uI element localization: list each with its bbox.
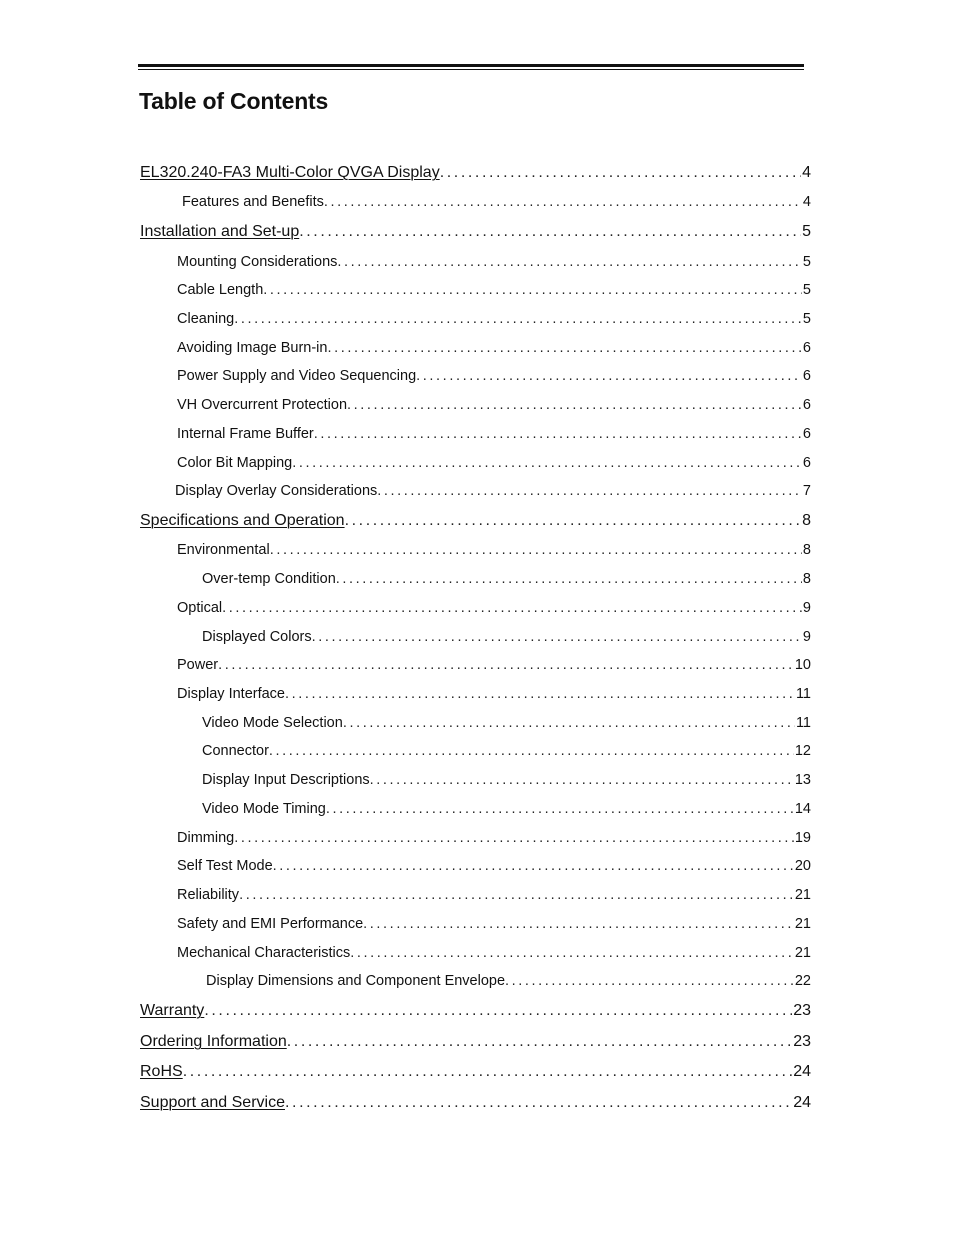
- toc-page-number: 4: [802, 194, 811, 210]
- dot-leader: [285, 1094, 792, 1112]
- dot-leader: [273, 858, 794, 874]
- toc-entry-label: Safety and EMI Performance: [177, 916, 364, 932]
- dot-leader: [183, 1063, 793, 1081]
- dot-leader: [239, 887, 794, 903]
- toc-entry-label: Display Dimensions and Component Envelope: [206, 973, 506, 989]
- toc-subsection-entry: [177, 397, 811, 417]
- dot-leader: [270, 542, 802, 558]
- dot-leader: [312, 629, 802, 645]
- toc-entry-label: Mounting Considerations: [177, 254, 338, 270]
- toc-subsection-entry: [206, 973, 811, 993]
- toc-entry-label: VH Overcurrent Protection: [177, 397, 348, 413]
- dot-leader: [326, 801, 794, 817]
- dot-leader: [337, 254, 802, 270]
- toc-subsection-entry: [202, 772, 811, 792]
- toc-section-entry[interactable]: [140, 223, 811, 245]
- toc-subsection-entry: [182, 194, 811, 214]
- toc-page-number: 8: [802, 542, 811, 558]
- toc-page-number: 5: [802, 254, 811, 270]
- dot-leader: [363, 916, 794, 932]
- toc-subsection-entry: [177, 945, 811, 965]
- dot-leader: [285, 686, 795, 702]
- toc-section-entry[interactable]: [140, 1063, 811, 1085]
- toc-page-number: 24: [793, 1063, 811, 1080]
- toc-page-number: 13: [794, 772, 811, 788]
- toc-section-entry[interactable]: [140, 512, 811, 534]
- dot-leader: [324, 194, 802, 210]
- toc-page-number: 23: [793, 1033, 811, 1050]
- toc-subsection-entry: [177, 254, 811, 274]
- toc-entry-label: Connector: [202, 743, 269, 759]
- toc-entry-label: Ordering Information: [140, 1033, 287, 1050]
- toc-subsection-entry: [177, 916, 811, 936]
- toc-entry-label: RoHS: [140, 1063, 183, 1080]
- toc-entry-label: Internal Frame Buffer: [177, 426, 314, 442]
- toc-page-number: 6: [802, 397, 811, 413]
- toc-page-number: 12: [794, 743, 811, 759]
- toc-subsection-entry: [177, 830, 811, 850]
- dot-leader: [343, 715, 795, 731]
- toc-page-number: 11: [795, 686, 811, 702]
- toc-subsection-entry: [177, 542, 811, 562]
- toc-page-number: 5: [802, 311, 811, 327]
- dot-leader: [287, 1033, 792, 1051]
- dot-leader: [377, 483, 802, 499]
- toc-page-number: 9: [802, 629, 811, 645]
- toc-page-number: 21: [794, 916, 811, 932]
- toc-subsection-entry: [175, 483, 811, 503]
- toc-page-number: 6: [802, 368, 811, 384]
- toc-page-number: 21: [794, 887, 811, 903]
- toc-page-number: 6: [802, 455, 811, 471]
- dot-leader: [347, 397, 802, 413]
- toc-entry-label: Displayed Colors: [202, 629, 312, 645]
- toc-entry-label: Cleaning: [177, 311, 235, 327]
- toc-subsection-entry: [177, 657, 811, 677]
- toc-section-entry[interactable]: [140, 164, 811, 186]
- toc-entry-label: Environmental: [177, 542, 270, 558]
- dot-leader: [505, 973, 794, 989]
- dot-leader: [269, 743, 794, 759]
- toc-page-number: 23: [793, 1002, 811, 1019]
- toc-entry-label: Cable Length: [177, 282, 264, 298]
- toc-page-number: 9: [802, 600, 811, 616]
- toc-entry-label: Power Supply and Video Sequencing: [177, 368, 417, 384]
- toc-subsection-entry: [202, 571, 811, 591]
- toc-subsection-entry: [177, 426, 811, 446]
- toc-page-number: 5: [802, 223, 811, 240]
- dot-leader: [370, 772, 794, 788]
- dot-leader: [416, 368, 802, 384]
- toc-entry-label: Video Mode Timing: [202, 801, 326, 817]
- toc-subsection-entry: [202, 801, 811, 821]
- toc-entry-label: Color Bit Mapping: [177, 455, 293, 471]
- toc-page-number: 7: [802, 483, 811, 499]
- toc-subsection-entry: [177, 311, 811, 331]
- dot-leader: [218, 657, 794, 673]
- toc-section-entry[interactable]: [140, 1002, 811, 1024]
- toc-entry-label: Optical: [177, 600, 223, 616]
- toc-subsection-entry: [202, 629, 811, 649]
- toc-entry-label: Mechanical Characteristics: [177, 945, 351, 961]
- toc-entry-label: Self Test Mode: [177, 858, 273, 874]
- page-title: Table of Contents: [139, 88, 329, 114]
- dot-leader: [314, 426, 802, 442]
- toc-subsection-entry: [177, 282, 811, 302]
- dot-leader: [345, 512, 802, 530]
- toc-entry-label: Support and Service: [140, 1094, 285, 1111]
- toc-page-number: 10: [794, 657, 811, 673]
- toc-page-number: 20: [794, 858, 811, 874]
- toc-entry-label: Warranty: [140, 1002, 205, 1019]
- toc-entry-label: Video Mode Selection: [202, 715, 343, 731]
- toc-entry-label: Installation and Set-up: [140, 223, 300, 240]
- toc-page-number: 19: [794, 830, 811, 846]
- dot-leader: [263, 282, 802, 298]
- toc-page-number: 14: [794, 801, 811, 817]
- toc-subsection-entry: [202, 715, 811, 735]
- toc-entry-label: EL320.240-FA3 Multi-Color QVGA Display: [140, 164, 440, 181]
- toc-subsection-entry: [177, 455, 811, 475]
- toc-subsection-entry: [177, 887, 811, 907]
- toc-page-number: 22: [794, 973, 811, 989]
- toc-page-number: 8: [802, 571, 811, 587]
- toc-entry-label: Reliability: [177, 887, 240, 903]
- toc-page-number: 21: [794, 945, 811, 961]
- toc-page-number: 24: [793, 1094, 811, 1111]
- toc-entry-label: Display Overlay Considerations: [175, 483, 378, 499]
- toc-subsection-entry: [177, 686, 811, 706]
- dot-leader: [204, 1002, 792, 1020]
- dot-leader: [299, 223, 801, 241]
- toc-page-number: 6: [802, 340, 811, 356]
- dot-leader: [222, 600, 802, 616]
- toc-page-number: 6: [802, 426, 811, 442]
- toc-entry-label: Features and Benefits: [182, 194, 324, 210]
- toc-entry-label: Display Interface: [177, 686, 285, 702]
- toc-entry-label: Power: [177, 657, 219, 673]
- toc-page-number: 8: [802, 512, 811, 529]
- dot-leader: [336, 571, 802, 587]
- toc-entry-label: Dimming: [177, 830, 235, 846]
- toc-page-number: 5: [802, 282, 811, 298]
- toc-page-number: 11: [795, 715, 811, 731]
- toc-section-entry[interactable]: [140, 1033, 811, 1055]
- toc-subsection-entry: [177, 858, 811, 878]
- dot-leader: [234, 311, 802, 327]
- toc-entry-label: Avoiding Image Burn-in: [177, 340, 328, 356]
- dot-leader: [234, 830, 794, 846]
- dot-leader: [292, 455, 802, 471]
- toc-page-number: 4: [802, 164, 811, 181]
- toc-entry-label: Display Input Descriptions: [202, 772, 370, 788]
- toc-subsection-entry: [177, 368, 811, 388]
- toc-subsection-entry: [177, 600, 811, 620]
- dot-leader: [350, 945, 794, 961]
- toc-section-entry[interactable]: [140, 1094, 811, 1116]
- toc-subsection-entry: [202, 743, 811, 763]
- toc-subsection-entry: [177, 340, 811, 360]
- toc-entry-label: Over-temp Condition: [202, 571, 336, 587]
- toc-entry-label: Specifications and Operation: [140, 512, 345, 529]
- dot-leader: [327, 340, 801, 356]
- dot-leader: [440, 164, 801, 182]
